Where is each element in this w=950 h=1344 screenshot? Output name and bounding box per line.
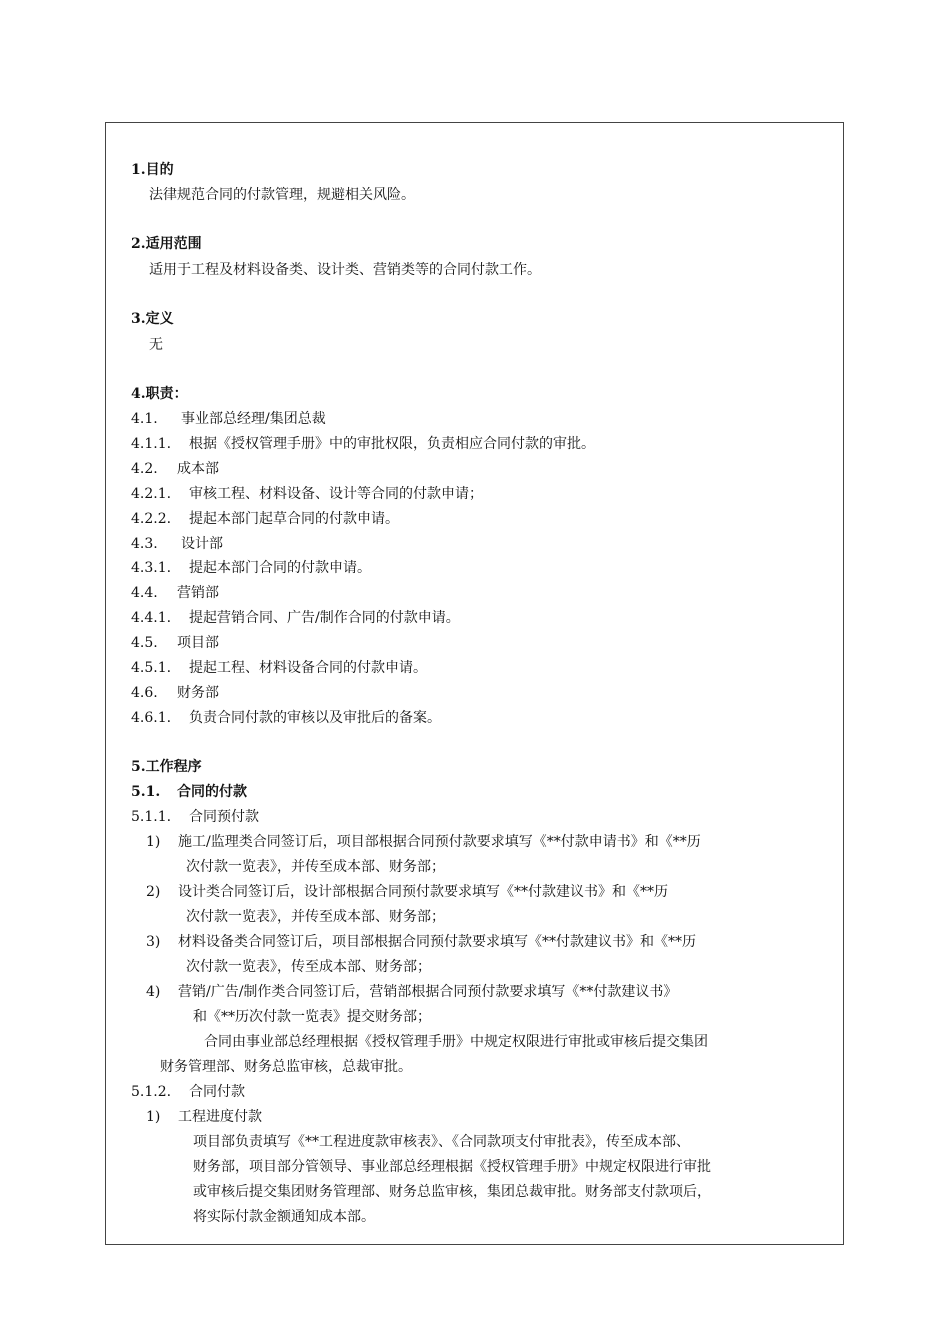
list-item: [131, 435, 595, 453]
item-number: 4.3.1.: [131, 560, 172, 576]
item-number: 4.2.1.: [131, 486, 172, 502]
item-text: 财务部: [177, 685, 219, 701]
item-text: 施工/监理类合同签订后，项目部根据合同预付款要求填写《**付款申请书》和《**历: [178, 834, 701, 850]
item-number: 4.2.: [131, 461, 158, 477]
list-item: [146, 983, 677, 1001]
item-text: 营销/广告/制作类合同签订后，营销部根据合同预付款要求填写《**付款建议书》: [178, 984, 678, 1000]
list-item: [131, 634, 219, 652]
list-item-continuation: 和《**历次付款一览表》提交财务部；: [193, 1009, 431, 1025]
item-number: 1): [146, 1109, 161, 1125]
item-number: 4.1.: [131, 411, 158, 427]
approval-note-continuation: 财务管理部、财务总监审核，总裁审批。: [160, 1059, 412, 1075]
item-text: 提起本部门合同的付款申请。: [189, 560, 371, 576]
list-item-continuation: 次付款一览表》，并传至成本部、财务部；: [186, 859, 445, 875]
item-text: 提起工程、材料设备合同的付款申请。: [189, 660, 427, 676]
item-number: 1): [146, 834, 161, 850]
item-number: 2): [146, 884, 161, 900]
section-1-heading: 1.目的: [131, 162, 174, 178]
item-text: 营销部: [177, 585, 219, 601]
item-text: 材料设备类合同签订后，项目部根据合同预付款要求填写《**付款建议书》和《**历: [178, 934, 696, 950]
item-text: 负责合同付款的审核以及审批后的备案。: [189, 710, 441, 726]
list-item-continuation: 次付款一览表》，并传至成本部、财务部；: [186, 909, 445, 925]
list-item-continuation: 次付款一览表》，传至成本部、财务部；: [186, 959, 431, 975]
list-item: [131, 659, 427, 677]
item-text: 设计类合同签订后，设计部根据合同预付款要求填写《**付款建议书》和《**历: [178, 884, 668, 900]
list-item: [131, 684, 219, 702]
item-text: 提起营销合同、广告/制作合同的付款申请。: [189, 610, 460, 626]
list-item: [146, 1108, 262, 1126]
list-item: [131, 510, 399, 528]
subsection-5-1-2: [131, 1083, 245, 1101]
item-number: 5.1.: [131, 784, 161, 800]
section-2-body: 适用于工程及材料设备类、设计类、营销类等的合同付款工作。: [149, 262, 541, 278]
list-item: [131, 410, 326, 428]
item-text: 审核工程、材料设备、设计等合同的付款申请；: [189, 486, 483, 502]
list-item: [131, 709, 441, 727]
item-text: 项目部: [177, 635, 219, 651]
paragraph-line: 项目部负责填写《**工程进度款审核表》、《合同款项支付审批表》，传至成本部、: [193, 1134, 690, 1150]
list-item: [131, 584, 219, 602]
list-item: [131, 460, 219, 478]
paragraph-line: 将实际付款金额通知成本部。: [193, 1209, 375, 1225]
section-3-heading: 3.定义: [131, 311, 174, 327]
item-number: 4.4.: [131, 585, 158, 601]
section-1-body: 法律规范合同的付款管理，规避相关风险。: [149, 187, 415, 203]
item-text: 事业部总经理/集团总裁: [181, 411, 326, 427]
item-number: 4.6.: [131, 685, 158, 701]
list-item: [146, 883, 668, 901]
section-3-body: 无: [149, 337, 163, 353]
item-number: 4.5.: [131, 635, 158, 651]
item-number: 5.1.1.: [131, 809, 172, 825]
item-number: 3): [146, 934, 161, 950]
item-number: 5.1.2.: [131, 1084, 172, 1100]
paragraph-line: 财务部，项目部分管领导、事业部总经理根据《授权管理手册》中规定权限进行审批: [193, 1159, 711, 1175]
item-number: 4.2.2.: [131, 511, 172, 527]
item-number: 4.4.1.: [131, 610, 172, 626]
list-item: [131, 535, 223, 553]
item-text: 工程进度付款: [178, 1109, 262, 1125]
list-item: [146, 833, 701, 851]
item-number: 4.3.: [131, 536, 158, 552]
section-4-heading: 4.职责：: [131, 386, 188, 402]
item-text: 合同付款: [189, 1084, 245, 1100]
item-number: 4.1.1.: [131, 436, 172, 452]
paragraph-line: 或审核后提交集团财务管理部、财务总监审核，集团总裁审批。财务部支付款项后，: [193, 1184, 711, 1200]
subsection-5-1: [131, 783, 247, 801]
item-number: 4): [146, 984, 161, 1000]
list-item: [131, 485, 483, 503]
item-number: 4.5.1.: [131, 660, 172, 676]
item-text: 合同的付款: [177, 784, 247, 800]
section-5-heading: 5.工作程序: [131, 759, 202, 775]
item-number: 4.6.1.: [131, 710, 172, 726]
list-item: [131, 609, 460, 627]
item-text: 提起本部门起草合同的付款申请。: [189, 511, 399, 527]
item-text: 根据《授权管理手册》中的审批权限，负责相应合同付款的审批。: [189, 436, 595, 452]
list-item: [146, 933, 696, 951]
item-text: 合同预付款: [189, 809, 259, 825]
section-2-heading: 2.适用范围: [131, 236, 202, 252]
approval-note: 合同由事业部总经理根据《授权管理手册》中规定权限进行审批或审核后提交集团: [204, 1034, 708, 1050]
item-text: 设计部: [181, 536, 223, 552]
list-item: [131, 559, 371, 577]
subsection-5-1-1: [131, 808, 259, 826]
item-text: 成本部: [177, 461, 219, 477]
